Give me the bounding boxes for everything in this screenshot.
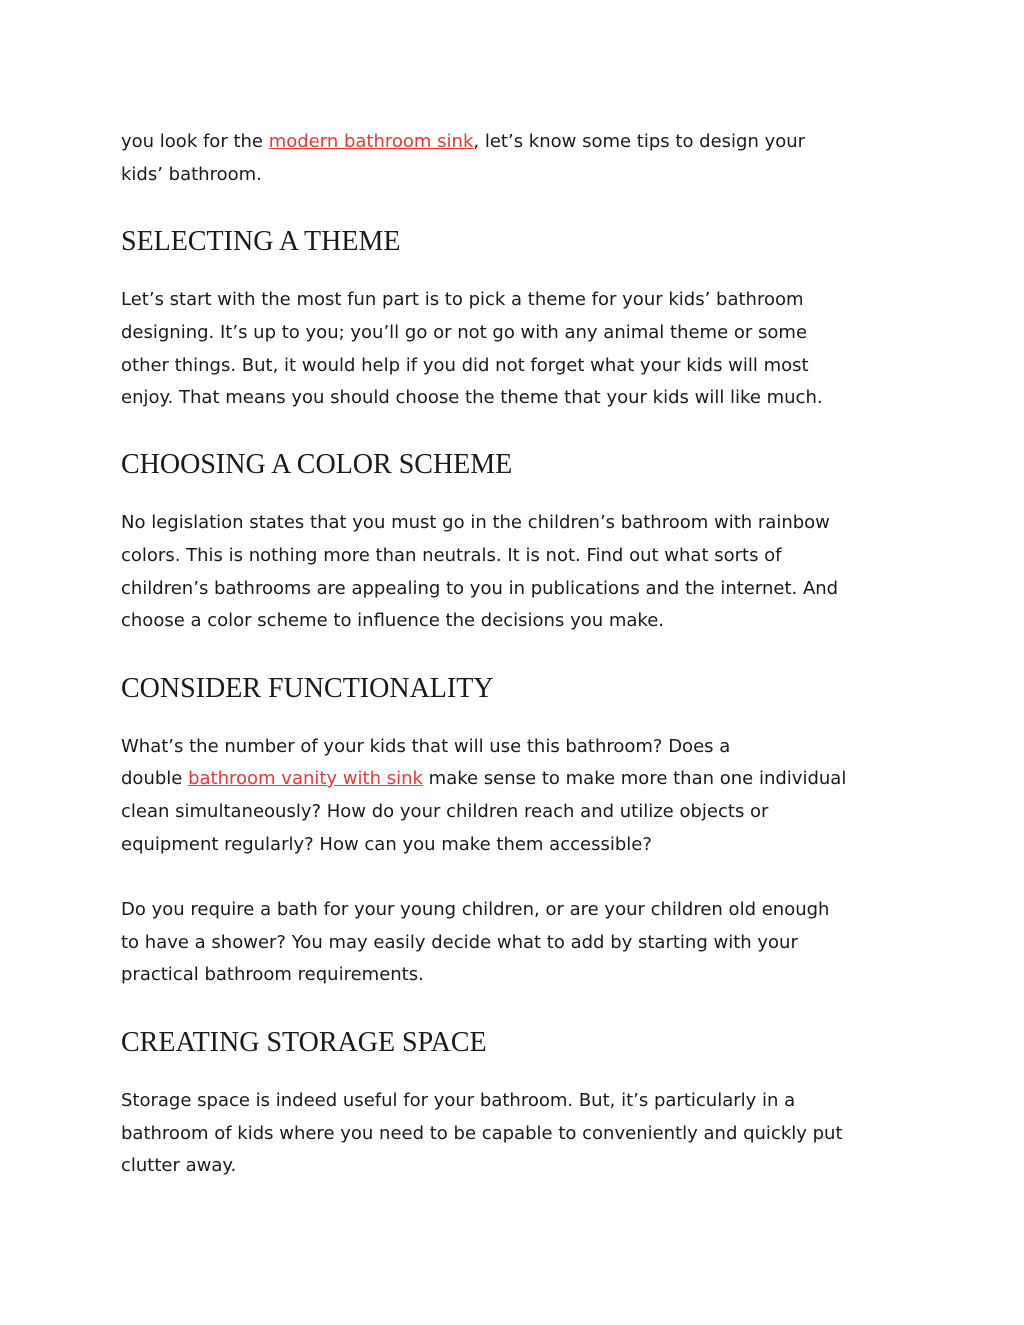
- intro-text-before-link: you look for the: [121, 131, 269, 152]
- functionality-para2-line-1: Do you require a bath for your young children, or are your children old enough: [121, 899, 830, 920]
- theme-line-1: Let’s start with the most fun part is to pick a theme for your kids’ bathroom: [121, 289, 804, 310]
- heading-choosing-a-color-scheme: CHOOSING A COLOR SCHEME: [121, 449, 513, 480]
- theme-line-4: enjoy. That means you should choose the theme that your kids will like much.: [121, 387, 823, 408]
- functionality-line-4: equipment regularly? How can you make them accessible?: [121, 834, 652, 855]
- storage-line-2: bathroom of kids where you need to be capable to conveniently and quickly put: [121, 1123, 843, 1144]
- theme-line-3: other things. But, it would help if you did not forget what your kids will most: [121, 355, 809, 376]
- functionality-text-after-link: make sense to make more than one individual: [422, 768, 847, 789]
- theme-line-2: designing. It’s up to you; you’ll go or not go with any animal theme or some: [121, 322, 808, 343]
- storage-line-1: Storage space is indeed useful for your bathroom. But, it’s particularly in a: [121, 1090, 796, 1111]
- functionality-line-3: clean simultaneously? How do your children reach and utilize objects or: [121, 801, 769, 822]
- heading-creating-storage-space: CREATING STORAGE SPACE: [121, 1027, 487, 1058]
- color-line-4: choose a color scheme to influence the decisions you make.: [121, 610, 665, 631]
- color-line-3: children’s bathrooms are appealing to you in publications and the internet. And: [121, 578, 839, 599]
- intro-text-after-link: , let’s know some tips to design your: [473, 131, 806, 152]
- functionality-line-2: [121, 768, 846, 790]
- functionality-para2-line-2: to have a shower? You may easily decide what to add by starting with your: [121, 932, 798, 953]
- storage-line-3: clutter away.: [121, 1155, 237, 1176]
- functionality-line-1: What’s the number of your kids that will use this bathroom? Does a: [121, 736, 731, 757]
- intro-line-2: kids’ bathroom.: [121, 164, 262, 185]
- color-line-1: No legislation states that you must go in the children’s bathroom with rainbow: [121, 512, 830, 533]
- modern-bathroom-sink-link[interactable]: modern bathroom sink: [268, 131, 474, 152]
- intro-line-1: [121, 131, 805, 153]
- bathroom-vanity-with-sink-link[interactable]: bathroom vanity with sink: [188, 768, 423, 789]
- functionality-para2-line-3: practical bathroom requirements.: [121, 964, 424, 985]
- heading-selecting-a-theme: SELECTING A THEME: [121, 226, 401, 257]
- color-line-2: colors. This is nothing more than neutrals. It is not. Find out what sorts of: [121, 545, 782, 566]
- functionality-text-before-link: double: [121, 768, 189, 789]
- heading-consider-functionality: CONSIDER FUNCTIONALITY: [121, 673, 494, 704]
